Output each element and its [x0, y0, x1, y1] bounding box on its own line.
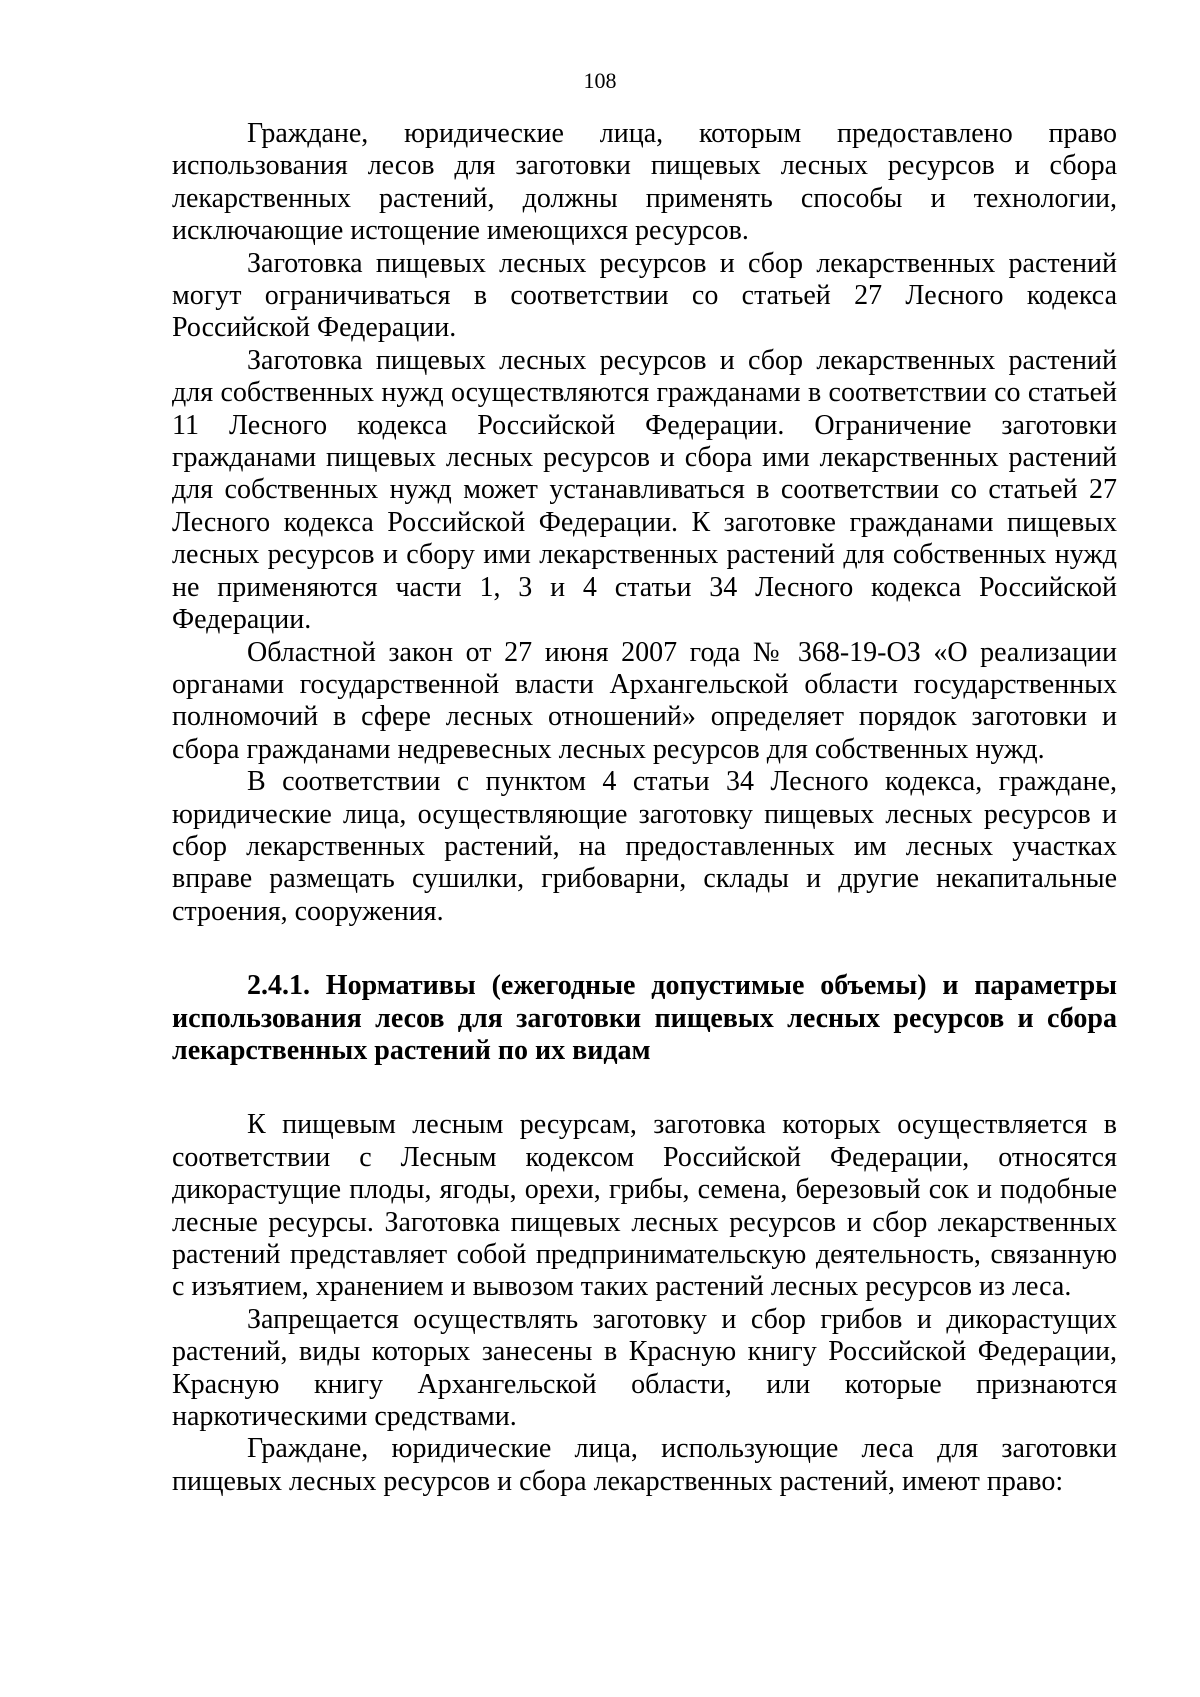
- paragraph: Граждане, юридические лица, которым предоставлено право использования лесов для заготовки пищевых лесных ресурсов и сбора лекарственных растений, должны применять способы и технологии, исключающие истощение имеющихся ресурсов.: [172, 118, 1117, 247]
- paragraph: Заготовка пищевых лесных ресурсов и сбор лекарственных растений могут ограничиваться в соответствии со статьей 27 Лесного кодекса Российской Федерации.: [172, 247, 1117, 344]
- paragraph: Заготовка пищевых лесных ресурсов и сбор лекарственных растений для собственных нужд осуществляются гражданами в соответствии со статьей 11 Лесного кодекса Российской Федерации. Ограничение заготовки гражданами пищевых лесных ресурсов и сбора ими лекарственных растений для собственных нужд может устанавливаться в соответствии со статьей 27 Лесного кодекса Российской Федерации. К заготовке гражданами пищевых лесных ресурсов и сбору ими лекарственных растений для собственных нужд не применяются части 1, 3 и 4 статьи 34 Лесного кодекса Российской Федерации.: [172, 344, 1117, 636]
- paragraph: Граждане, юридические лица, использующие леса для заготовки пищевых лесных ресурсов и сбора лекарственных растений, имеют право:: [172, 1433, 1117, 1497]
- paragraph: В соответствии с пунктом 4 статьи 34 Лесного кодекса, граждане, юридические лица, осуществляющие заготовку пищевых лесных ресурсов и сбор лекарственных растений, на предоставленных им лесных участках вправе размещать сушилки, грибоварни, склады и другие некапитальные строения, сооружения.: [172, 766, 1117, 927]
- page-number: 108: [583, 68, 617, 93]
- paragraph: Областной закон от 27 июня 2007 года № 368-19-ОЗ «О реализации органами государственной власти Архангельской области государственных полномочий в сфере лесных отношений» определяет порядок заготовки и сбора гражданами недревесных лесных ресурсов для собственных нужд.: [172, 636, 1117, 765]
- section-heading: 2.4.1. Нормативы (ежегодные допустимые объемы) и параметры использования лесов для заготовки пищевых лесных ресурсов и сбора лекарственных растений по их видам: [172, 970, 1117, 1066]
- document-body: [172, 118, 1117, 1498]
- paragraph: К пищевым лесным ресурсам, заготовка которых осуществляется в соответствии с Лесным кодексом Российской Федерации, относятся дикорастущие плоды, ягоды, орехи, грибы, семена, березовый сок и подобные лесные ресурсы. Заготовка пищевых лесных ресурсов и сбор лекарственных растений представляет собой предпринимательскую деятельность, связанную с изъятием, хранением и вывозом таких растений лесных ресурсов из леса.: [172, 1109, 1117, 1303]
- paragraph: Запрещается осуществлять заготовку и сбор грибов и дикорастущих растений, виды которых занесены в Красную книгу Российской Федерации, Красную книгу Архангельской области, или которые признаются наркотическими средствами.: [172, 1303, 1117, 1433]
